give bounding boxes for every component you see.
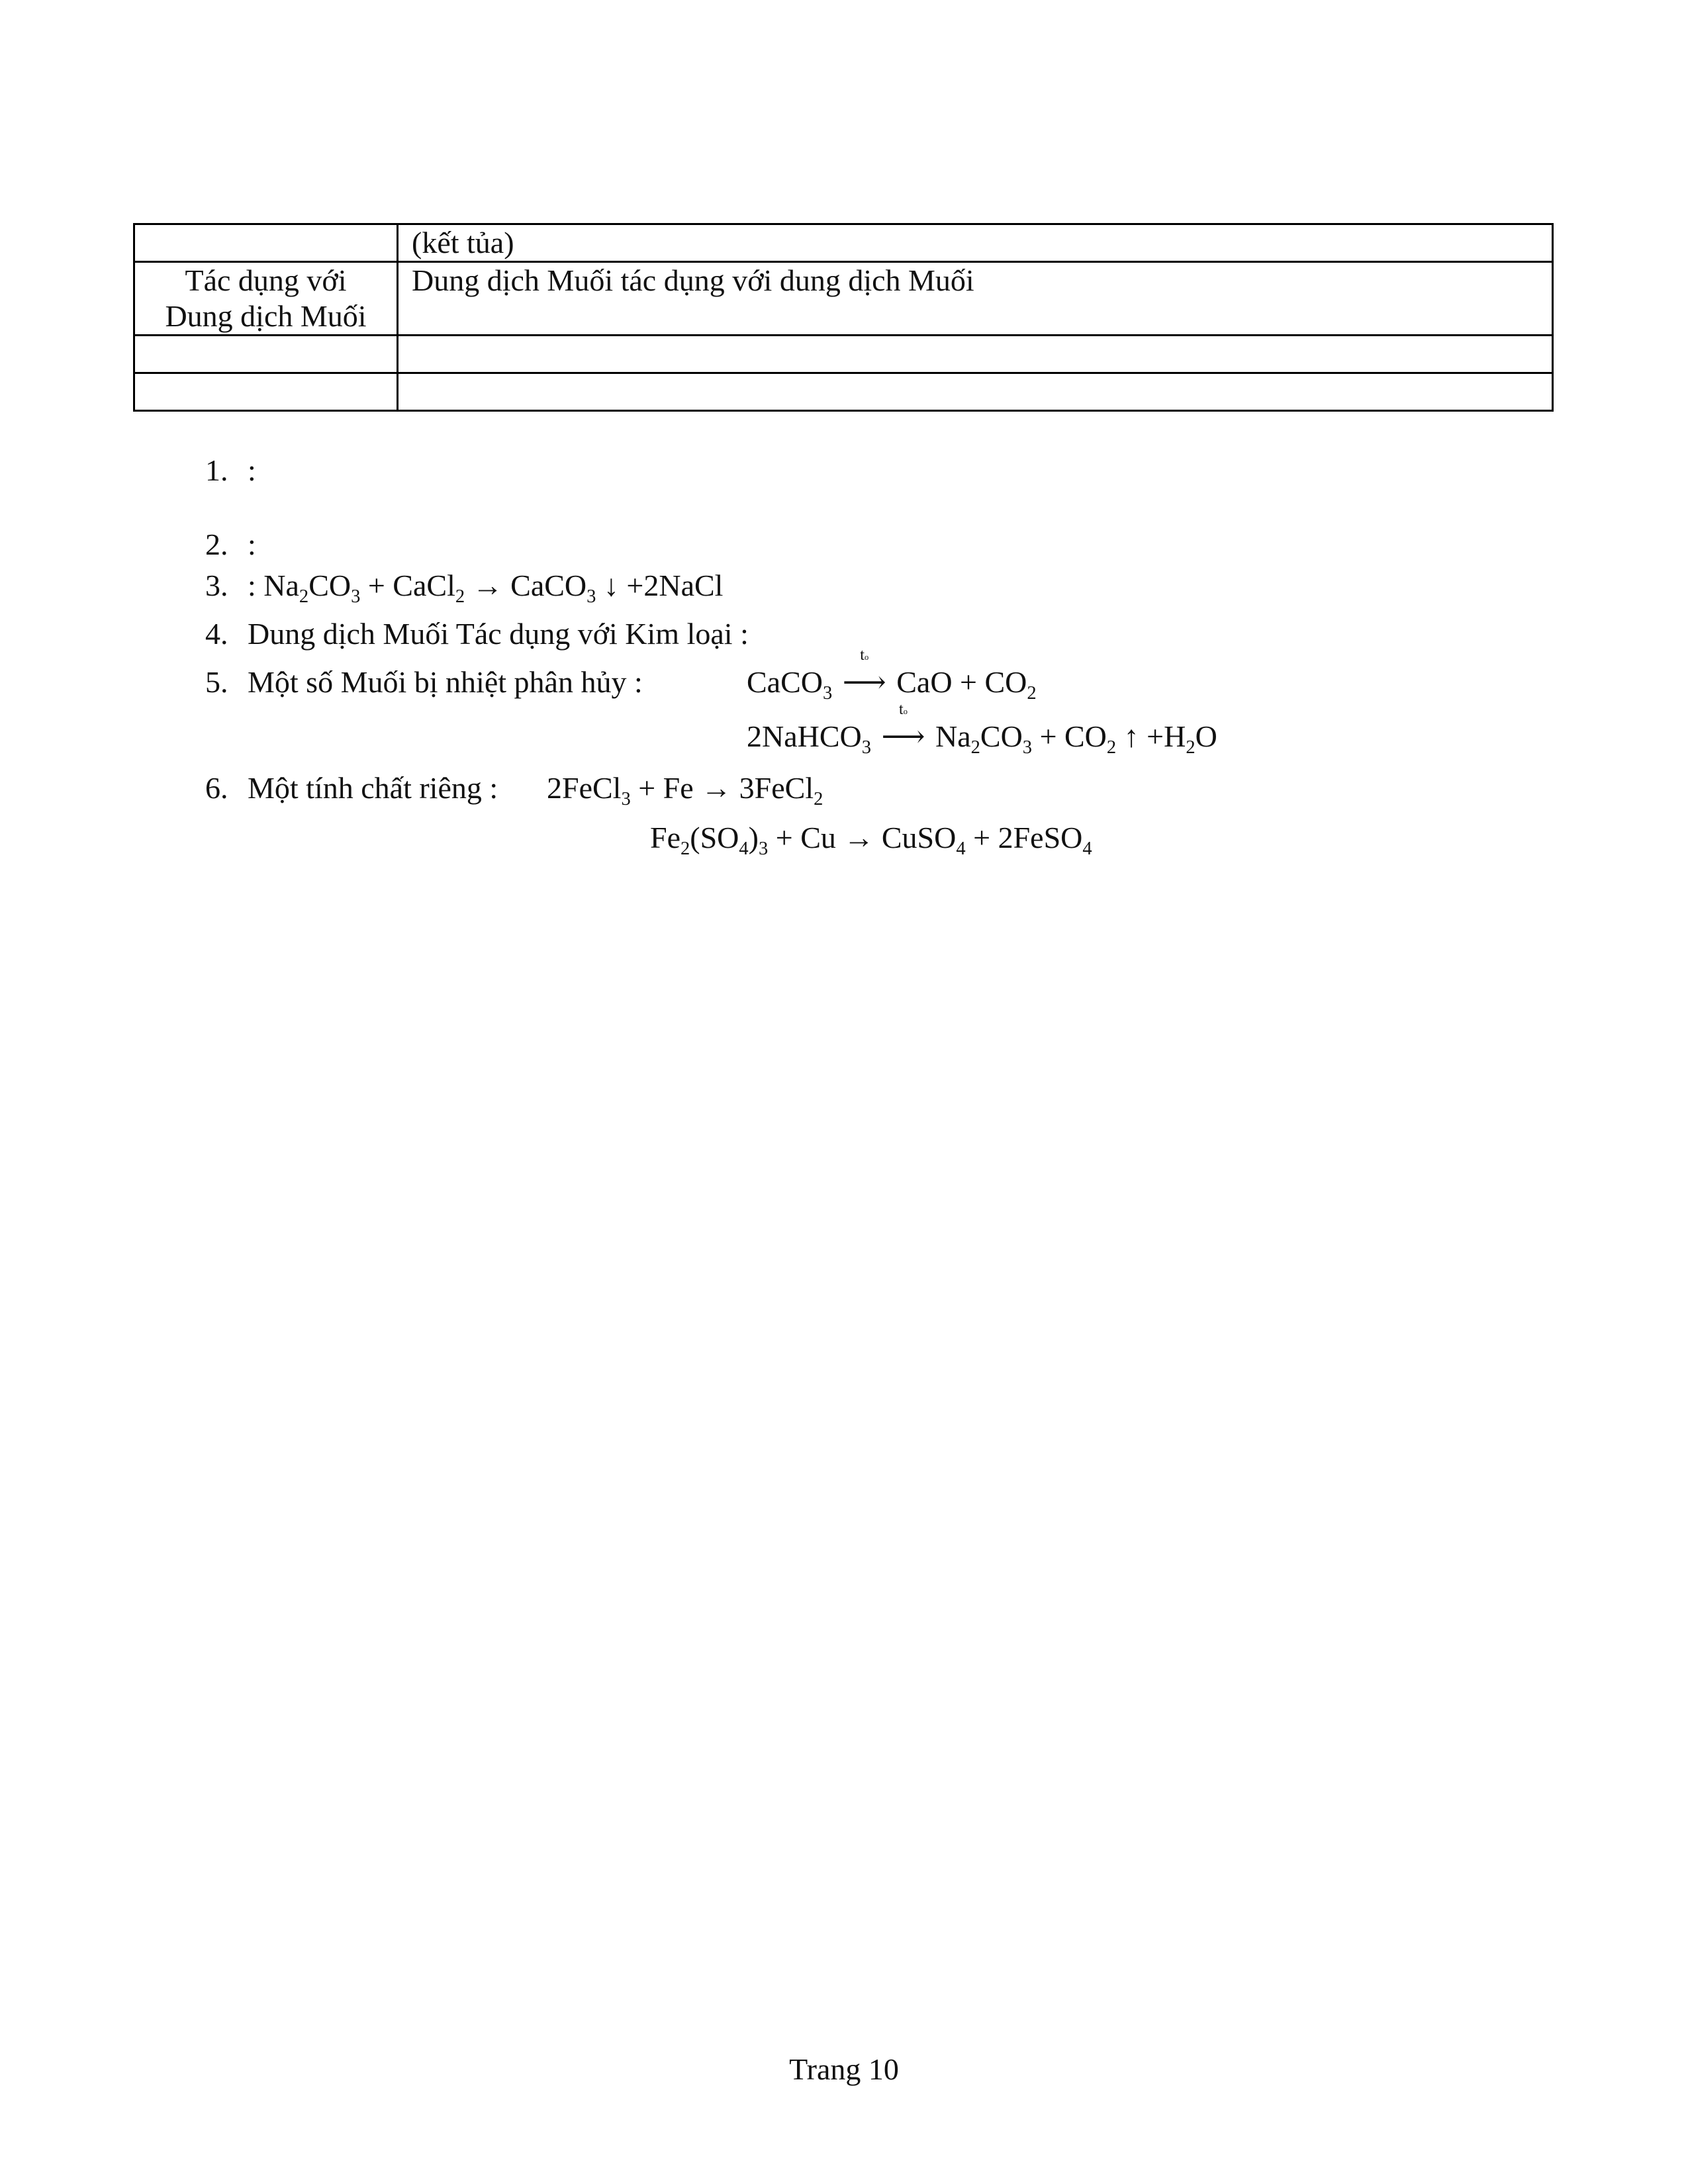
cell-line: Tác dụng với <box>185 263 347 297</box>
item-text: Dung dịch Muối Tác dụng với Kim loại : <box>248 617 749 651</box>
chemical-equation: $Na_2CO_3$ + CaCl$_2$ → CaCO$_3$ ↓ +2NaCl <box>263 569 724 607</box>
item-number: 1. <box>205 453 228 487</box>
salt-properties-table <box>133 223 1554 412</box>
item-text: : <box>248 527 256 561</box>
chemical-equation: 2FeCl$_3$ + Fe → 3FeCl$_2$ <box>547 771 823 809</box>
table-cell-reaction-type <box>134 262 398 336</box>
page-number: Trang 10 <box>789 2052 899 2086</box>
list-item <box>205 529 256 560</box>
cell-line: Dung dịch Muối <box>165 299 367 333</box>
table-cell <box>398 373 1553 411</box>
table-cell: Dung dịch Muối tác dụng với dung dịch Muối <box>398 262 1553 336</box>
table-row <box>134 262 1553 336</box>
item-number: 5. <box>205 665 228 699</box>
list-item <box>205 667 643 698</box>
table-cell: (kết tủa) <box>398 224 1553 262</box>
table-row <box>134 373 1553 411</box>
item-text: : <box>248 453 256 487</box>
item-number: 3. <box>205 569 228 602</box>
item-text: Một số Muối bị nhiệt phân hủy : <box>248 665 643 699</box>
table-row <box>134 224 1553 262</box>
table-cell <box>134 336 398 373</box>
chemical-equation: CaCO$_3$ to ⟶ CaO + $CO_2$ <box>747 647 1037 704</box>
list-item <box>205 619 749 649</box>
chemical-equation: 2NaHCO$_3$ to ⟶ $Na_2CO_3 + CO_2$ ↑ $+H_2O$ <box>747 701 1217 758</box>
table-cell <box>134 224 398 262</box>
list-item <box>205 569 724 607</box>
item-prefix: : <box>248 569 256 602</box>
item-number: 6. <box>205 771 228 805</box>
item-number: 2. <box>205 527 228 561</box>
list-item <box>205 773 498 803</box>
chemical-equation: $Fe_2(SO_4)_3 + Cu$ → CuSO$_4$ + 2FeSO$_4$ <box>650 821 1092 859</box>
table-cell <box>134 373 398 411</box>
table-cell <box>398 336 1553 373</box>
item-text: Một tính chất riêng : <box>248 771 498 805</box>
table-row <box>134 336 1553 373</box>
item-number: 4. <box>205 617 228 651</box>
list-item <box>205 455 256 486</box>
